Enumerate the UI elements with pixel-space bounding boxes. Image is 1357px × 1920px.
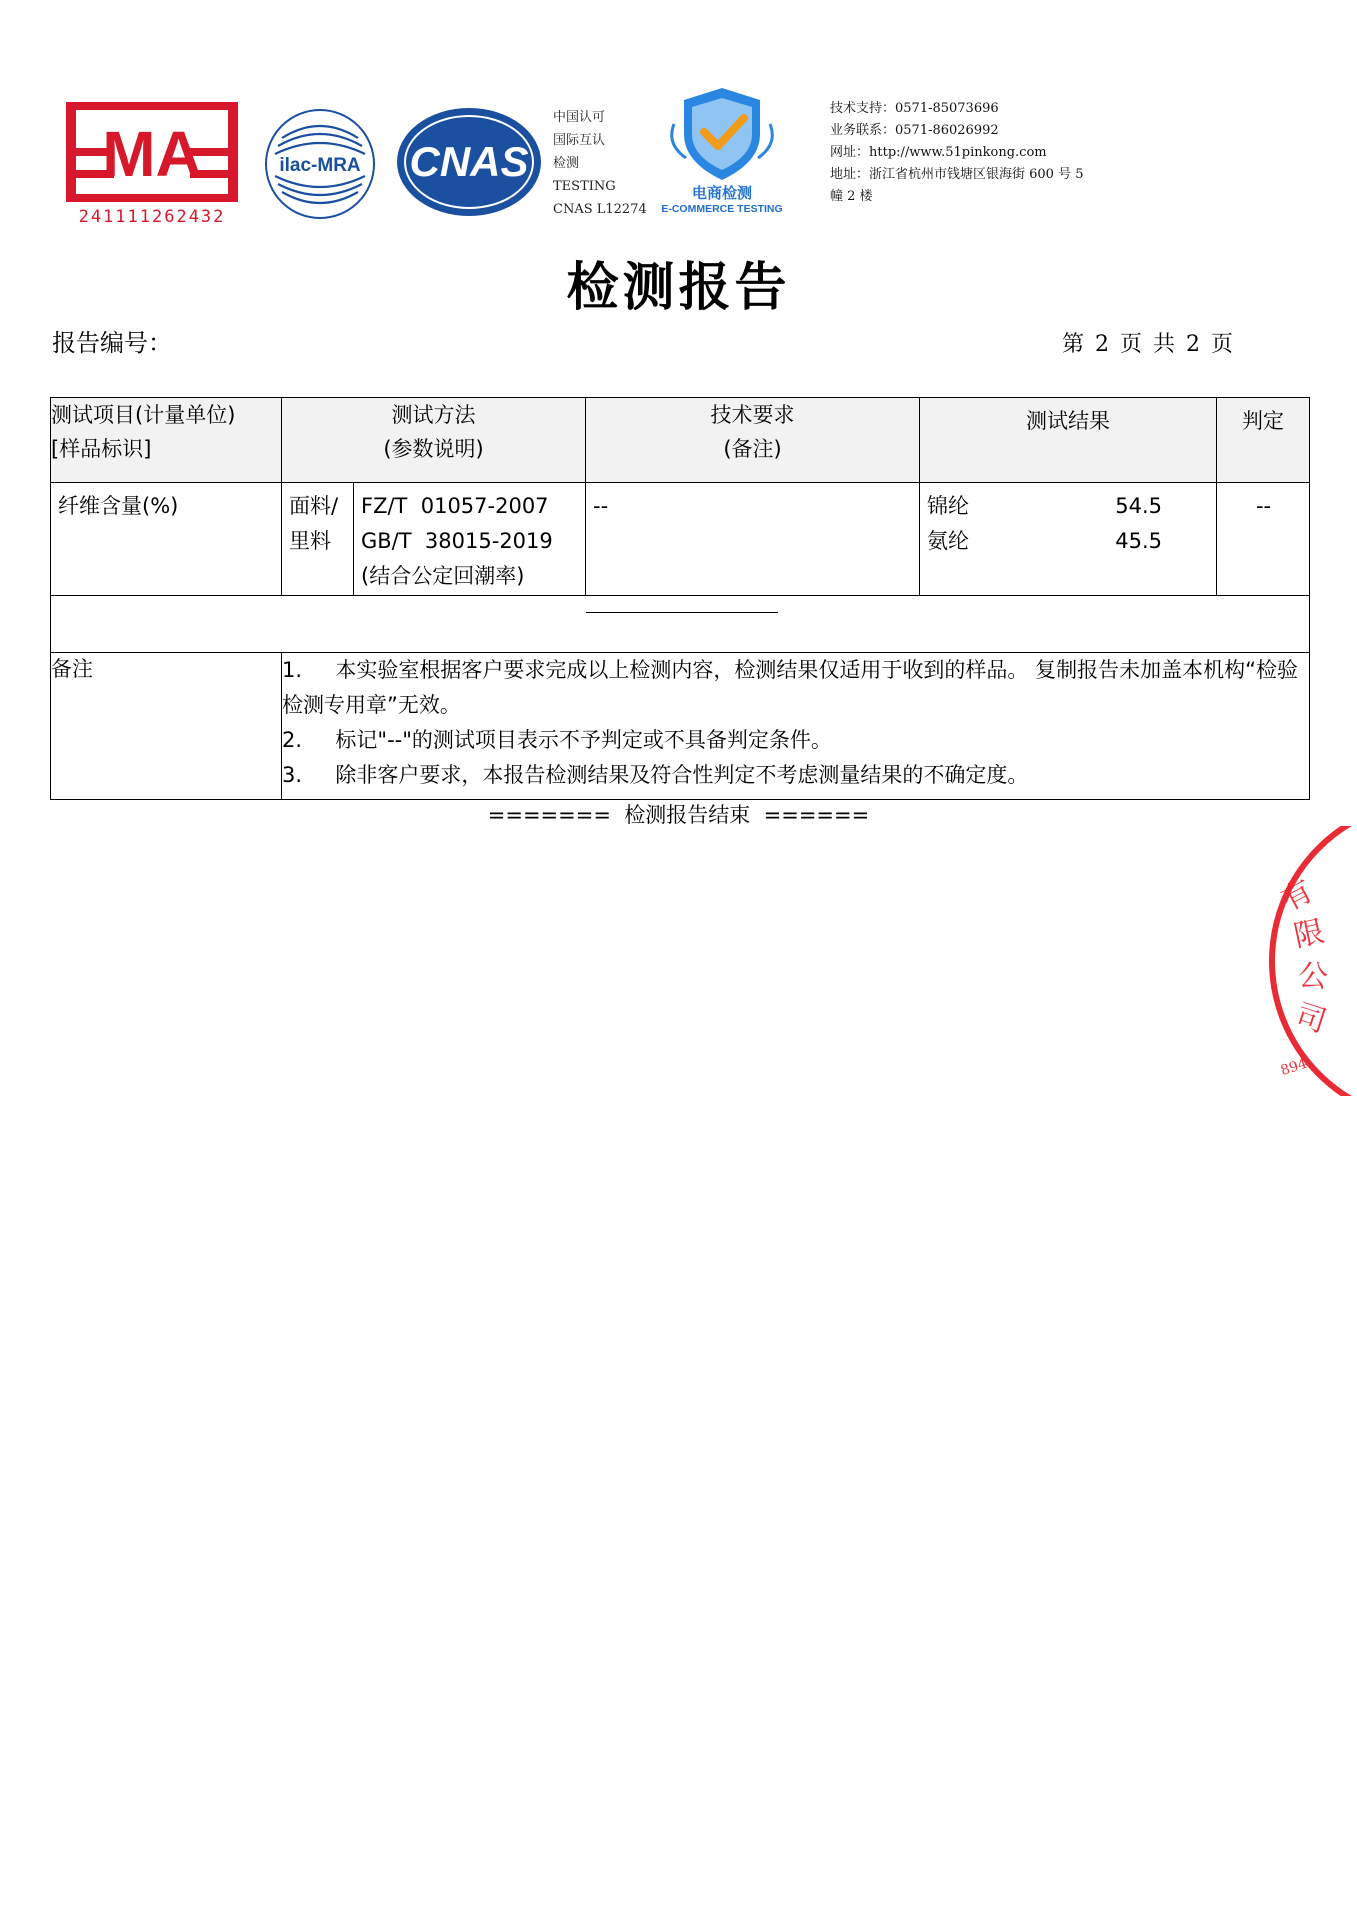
company-seal-stamp <box>1262 826 1357 1096</box>
cma-code: 241111262432 <box>78 207 226 226</box>
ecommerce-label-en: E-COMMERCE TESTING <box>661 203 783 214</box>
header-method: 测试方法 (参数说明) <box>282 398 586 483</box>
contact-info <box>830 98 1130 208</box>
cnas-logo <box>395 106 543 218</box>
contact-website: 网址：http://www.51pinkong.com <box>830 145 1047 160</box>
cma-logo <box>62 96 242 226</box>
end-of-report-marker: ======= 检测报告结束 ====== <box>487 803 870 827</box>
note-item: 3. 除非客户要求，本报告检测结果及符合性判定不考虑测量结果的不确定度。 <box>282 763 1029 787</box>
cnas-text-line: 中国认可 <box>553 110 606 125</box>
table-row <box>51 483 1310 596</box>
contact-tech-support: 技术支持：0571-85073696 <box>830 101 999 116</box>
cell-material: 面料/ 里料 <box>282 483 354 596</box>
separator-row <box>51 596 1310 653</box>
contact-address: 地址：浙江省杭州市钱塘区银海街 600 号 5 <box>830 167 1084 182</box>
report-number-label: 报告编号： <box>52 329 172 357</box>
header-requirement: 技术要求 (备注) <box>586 398 920 483</box>
page-title: 检测报告 <box>566 257 791 318</box>
cnas-text-line: 国际互认 <box>553 133 606 148</box>
cnas-label: CNAS <box>409 138 529 185</box>
contact-business: 业务联系：0571-86026992 <box>830 123 999 138</box>
notes-body <box>282 653 1310 800</box>
cell-requirement: -- <box>586 483 920 596</box>
ecommerce-testing-logo <box>660 84 784 214</box>
seal-char: 限 <box>1290 914 1328 955</box>
note-item: 1. 本实验室根据客户要求完成以上检测内容，检测结果仅适用于收到的样品。 复制报告未加盖本机构“检验检测专用章”无效。 <box>282 658 1298 717</box>
header-result: 测试结果 <box>920 398 1217 483</box>
contact-address-cont: 幢 2 楼 <box>830 189 873 204</box>
seal-char: 公 <box>1296 958 1330 996</box>
seal-digits: 894 <box>1278 1055 1310 1080</box>
cell-judgement: -- <box>1217 483 1310 596</box>
notes-row <box>51 653 1310 800</box>
notes-label: 备注 <box>51 653 282 800</box>
seal-char: 司 <box>1291 997 1331 1041</box>
report-table <box>50 397 1310 800</box>
ecommerce-label-cn: 电商检测 <box>691 184 753 202</box>
page-indicator: 第 2 页 共 2 页 <box>1062 332 1235 357</box>
cnas-text-line: CNAS L12274 <box>553 202 647 217</box>
cnas-text-line: TESTING <box>553 179 616 194</box>
separator-line <box>586 612 778 613</box>
cell-methods: FZ/T 01057-2007 GB/T 38015-2019 (结合公定回潮率) <box>354 483 586 596</box>
result-line: 锦纶 54.5 <box>927 494 1163 518</box>
cma-letters: MA <box>102 118 202 190</box>
ilac-mra-logo <box>264 108 376 220</box>
ilac-label: ilac-MRA <box>279 155 361 176</box>
cnas-text-line: 检测 <box>553 156 580 171</box>
cnas-accreditation-text <box>553 106 647 221</box>
header-judgement: 判定 <box>1217 398 1310 483</box>
cell-item: 纤维含量(%) <box>51 483 282 596</box>
note-item: 2. 标记"--"的测试项目表示不予判定或不具备判定条件。 <box>282 728 832 752</box>
seal-char: 有 <box>1275 873 1319 919</box>
cell-results <box>920 483 1217 596</box>
result-line: 氨纶 45.5 <box>927 529 1163 553</box>
header-item: 测试项目(计量单位) [样品标识] <box>51 398 282 483</box>
table-header-row <box>51 398 1310 483</box>
